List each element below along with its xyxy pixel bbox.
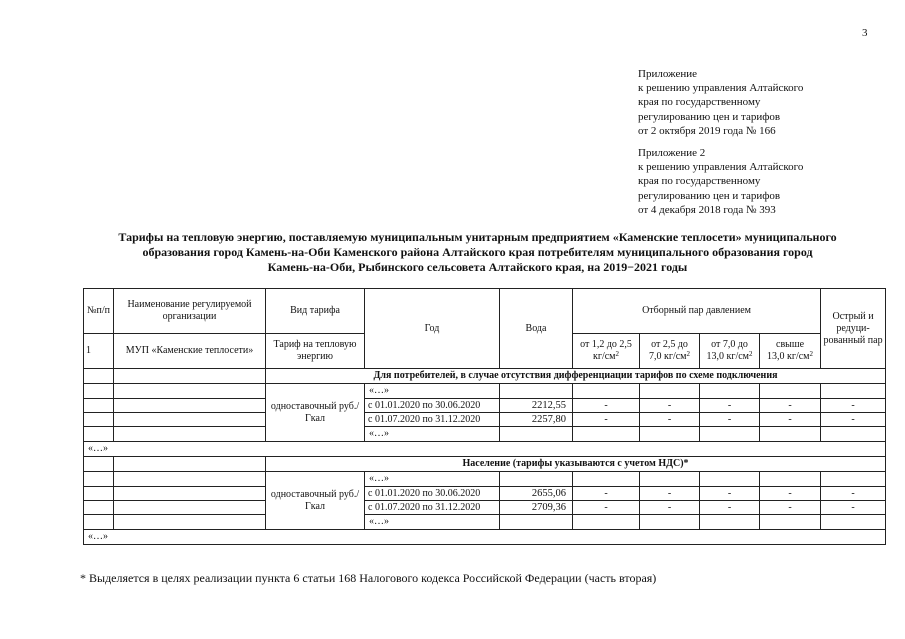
empty-cell [114, 399, 266, 413]
appendix-block-1 [638, 67, 803, 138]
ellipsis-cell: «…» [365, 472, 500, 487]
header-pressure-1 [573, 334, 640, 369]
section-2-title: Население (тарифы указываются с учетом НДС)* [266, 457, 886, 472]
empty-cell [114, 487, 266, 501]
dash-cell: - [573, 487, 640, 501]
dash-cell: - [640, 399, 700, 413]
appendix-block-2 [638, 146, 803, 217]
empty-cell [114, 384, 266, 399]
table-row [84, 472, 886, 487]
pressure-2-main: от 2,5 до [651, 339, 688, 350]
ellipsis-cell: «…» [365, 427, 500, 442]
empty-cell [84, 501, 114, 515]
dash-cell: - [573, 501, 640, 515]
table-row [84, 384, 886, 399]
header-water: Вода [500, 289, 573, 369]
appendix-line: края по государственному [638, 96, 761, 109]
pressure-4-unit: 13,0 кг/см [767, 351, 810, 362]
dash-cell: - [573, 413, 640, 427]
appendix-line: регулированию цен и тарифов [638, 189, 781, 202]
period-cell: с 01.07.2020 по 31.12.2020 [365, 413, 500, 427]
dash-cell: - [700, 487, 760, 501]
ellipsis-cell: «…» [365, 384, 500, 399]
dash-cell: - [821, 487, 886, 501]
dash-cell: - [700, 413, 760, 427]
ellipsis-cell: «…» [84, 530, 886, 545]
pressure-2-sup: 2 [686, 350, 690, 358]
ellipsis-cell: «…» [84, 442, 886, 457]
dash-cell: - [760, 413, 821, 427]
header-pressure-2 [640, 334, 700, 369]
dash-cell: - [700, 399, 760, 413]
dash-cell: - [700, 501, 760, 515]
appendix-line: Приложение 2 [638, 147, 706, 159]
dash-cell: - [640, 501, 700, 515]
rate-kind: одноставочный руб./Гкал [266, 472, 365, 530]
appendix-line: Приложение [638, 68, 698, 80]
title-line: Тарифы на тепловую энергию, поставляемую муниципальным унитарным предприятием «Каменские теплосети» муниципального [118, 230, 837, 244]
empty-cell [84, 472, 114, 487]
empty-cell [821, 384, 886, 399]
dash-cell: - [640, 413, 700, 427]
table-row [84, 427, 886, 442]
empty-cell [114, 515, 266, 530]
empty-cell [760, 472, 821, 487]
appendix-line: от 4 декабря 2018 года № 393 [638, 203, 776, 216]
pressure-3-main: от 7,0 до [711, 339, 748, 350]
pressure-3-unit: 13,0 кг/см [706, 351, 749, 362]
empty-cell [700, 384, 760, 399]
empty-cell [640, 384, 700, 399]
empty-cell [84, 487, 114, 501]
empty-cell [114, 501, 266, 515]
empty-cell [760, 515, 821, 530]
empty-cell [821, 472, 886, 487]
table-row [84, 501, 886, 515]
section-1-title-row [84, 369, 886, 384]
section-2-title-row [84, 457, 886, 472]
empty-cell [700, 515, 760, 530]
table-row [84, 442, 886, 457]
section-1-title: Для потребителей, в случае отсутствия дифференциации тарифов по схеме подключения [266, 369, 886, 384]
header-steam: Отборный пар давлением [573, 289, 821, 334]
header-org: Наименование регулируемой организации [114, 289, 266, 334]
empty-cell [760, 427, 821, 442]
empty-cell [500, 515, 573, 530]
header-tariff-type: Вид тарифа [266, 289, 365, 334]
dash-cell: - [821, 501, 886, 515]
empty-cell [114, 413, 266, 427]
empty-cell [640, 427, 700, 442]
appendix-line: к решению управления Алтайского [638, 161, 804, 174]
appendix-line: к решению управления Алтайского [638, 82, 804, 95]
table-row [84, 399, 886, 413]
dash-cell: - [760, 399, 821, 413]
empty-cell [84, 369, 114, 384]
empty-cell [84, 457, 114, 472]
org-num: 1 [84, 334, 114, 369]
dash-cell: - [760, 501, 821, 515]
empty-cell [500, 472, 573, 487]
table-row [84, 413, 886, 427]
appendix-line: края по государственному [638, 175, 761, 188]
header-sharp-steam: Острый и редуци-рованный пар [821, 289, 886, 369]
pressure-3-sup: 2 [749, 350, 753, 358]
dash-cell: - [821, 399, 886, 413]
org-name: МУП «Каменские теплосети» [114, 334, 266, 369]
header-pressure-3 [700, 334, 760, 369]
pressure-2-unit: 7,0 кг/см [648, 351, 687, 362]
period-cell: с 01.01.2020 по 30.06.2020 [365, 399, 500, 413]
table-row [84, 530, 886, 545]
title-line: образования город Камень-на-Оби Каменского района Алтайского края потребителям муниципального образования город [142, 245, 813, 259]
empty-cell [114, 427, 266, 442]
dash-cell: - [640, 487, 700, 501]
empty-cell [640, 515, 700, 530]
page-number: 3 [862, 27, 868, 39]
header-year: Год [365, 289, 500, 369]
dash-cell: - [821, 413, 886, 427]
empty-cell [84, 399, 114, 413]
rate-kind: одноставочный руб./Гкал [266, 384, 365, 442]
empty-cell [640, 472, 700, 487]
dash-cell: - [573, 399, 640, 413]
tariff-table [83, 288, 886, 545]
empty-cell [821, 515, 886, 530]
period-cell: с 01.07.2020 по 31.12.2020 [365, 501, 500, 515]
empty-cell [573, 472, 640, 487]
water-value: 2709,36 [500, 501, 573, 515]
empty-cell [821, 427, 886, 442]
empty-cell [700, 472, 760, 487]
pressure-4-main: свыше [776, 339, 805, 350]
empty-cell [573, 427, 640, 442]
period-cell: с 01.01.2020 по 30.06.2020 [365, 487, 500, 501]
empty-cell [760, 384, 821, 399]
water-value: 2655,06 [500, 487, 573, 501]
appendix-line: регулированию цен и тарифов [638, 110, 781, 123]
table-row [84, 515, 886, 530]
water-value: 2257,80 [500, 413, 573, 427]
water-value: 2212,55 [500, 399, 573, 413]
table-row [84, 487, 886, 501]
empty-cell [573, 384, 640, 399]
empty-cell [114, 369, 266, 384]
empty-cell [84, 384, 114, 399]
header-num: №п/п [84, 289, 114, 334]
ellipsis-cell: «…» [365, 515, 500, 530]
footnote: * Выделяется в целях реализации пункта 6 статьи 168 Налогового кодекса Российской Федерации (часть вторая) [80, 571, 657, 585]
empty-cell [500, 384, 573, 399]
empty-cell [84, 413, 114, 427]
org-tariff: Тариф на тепловую энергию [266, 334, 365, 369]
pressure-1-main: от 1,2 до 2,5 [580, 339, 632, 350]
empty-cell [573, 515, 640, 530]
appendix-line: от 2 октября 2019 года № 166 [638, 124, 776, 137]
empty-cell [700, 427, 760, 442]
document-title [80, 230, 875, 275]
title-line: Камень-на-Оби, Рыбинского сельсовета Алтайского края, на 2019−2021 годы [267, 260, 688, 274]
empty-cell [114, 457, 266, 472]
table-header-row [84, 289, 886, 334]
pressure-4-sup: 2 [809, 350, 814, 358]
empty-cell [84, 515, 114, 530]
empty-cell [500, 427, 573, 442]
empty-cell [84, 427, 114, 442]
header-pressure-4 [760, 334, 821, 369]
empty-cell [114, 472, 266, 487]
dash-cell: - [760, 487, 821, 501]
pressure-1-unit: кг/см [592, 351, 616, 362]
pressure-1-sup: 2 [615, 350, 619, 358]
